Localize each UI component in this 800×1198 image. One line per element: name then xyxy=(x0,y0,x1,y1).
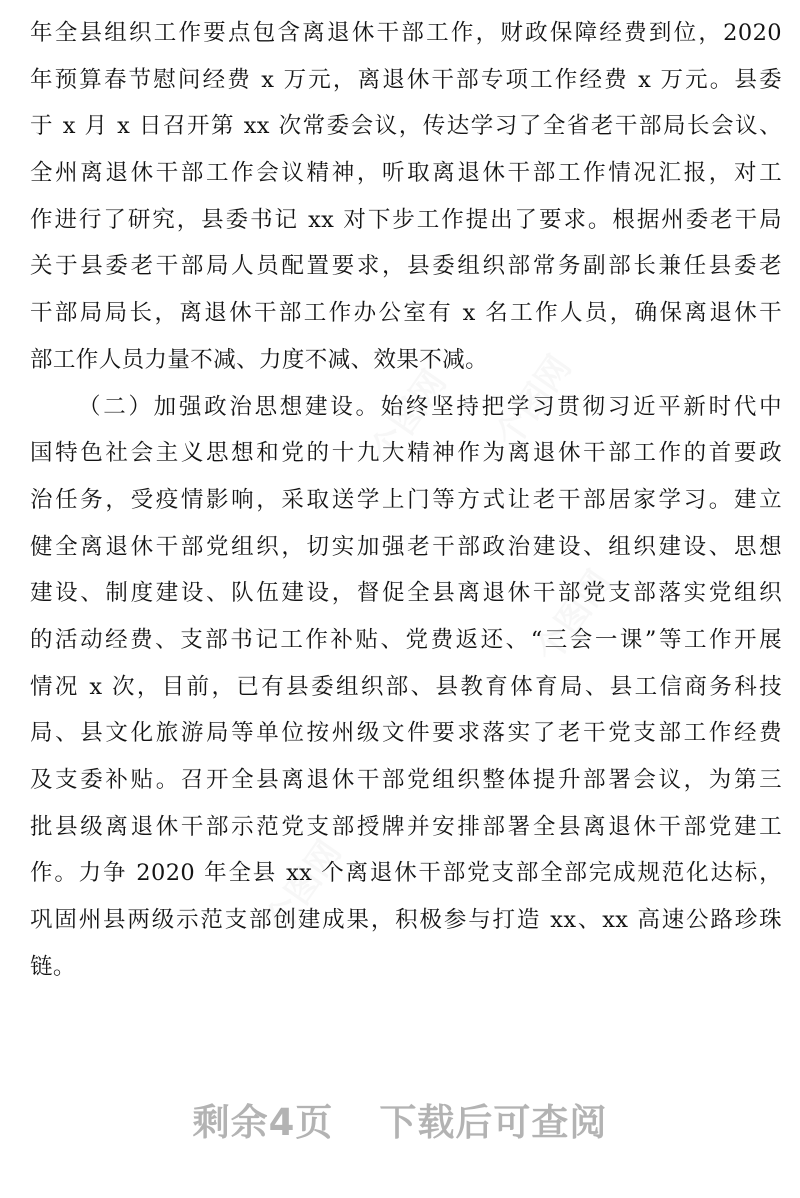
text-line: 的活动经费、支部书记工作补贴、党费返还、“三会一课”等工作开展 xyxy=(30,626,782,653)
text-line: 治任务，受疫情影响，采取送学上门等方式让老干部居家学习。建立 xyxy=(30,486,782,513)
text-line: 链。 xyxy=(30,953,76,980)
text-line: 年预算春节慰问经费 x 万元，离退休干部专项工作经费 x 万元。县委 xyxy=(30,66,782,93)
text-line: 全州离退休干部工作会议精神，听取离退休干部工作情况汇报，对工 xyxy=(30,160,782,187)
section-heading-line: （二）加强政治思想建设。始终坚持把学习贯彻习近平新时代中 xyxy=(78,393,782,420)
remaining-pages-label: 剩余4页 xyxy=(192,1101,334,1144)
download-prompt-banner[interactable] xyxy=(0,1092,800,1146)
text-line: 健全离退休干部党组织，切实加强老干部政治建设、组织建设、思想 xyxy=(30,533,782,560)
document-body xyxy=(30,10,782,990)
text-line: 及支委补贴。召开全县离退休干部党组织整体提升部署会议，为第三 xyxy=(30,767,782,793)
text-line: 干部局局长，离退休干部工作办公室有 x 名工作人员，确保离退休干 xyxy=(30,300,782,327)
text-line: 建设、制度建设、队伍建设，督促全县离退休干部党支部落实党组织 xyxy=(30,580,782,607)
text-line: 国特色社会主义思想和党的十九大精神作为离退休干部工作的首要政 xyxy=(30,440,782,467)
text-line: 局、县文化旅游局等单位按州级文件要求落实了老干党支部工作经费 xyxy=(30,720,782,747)
text-line: 批县级离退休干部示范党支部授牌并安排部署全县离退休干部党建工 xyxy=(30,813,782,840)
text-line: 情况 x 次，目前，已有县委组织部、县教育体育局、县工信商务科技 xyxy=(30,673,782,700)
text-line: 于 x 月 x 日召开第 xx 次常委会议，传达学习了全省老干部局长会议、 xyxy=(30,113,782,140)
text-line: 部工作人员力量不减、力度不减、效果不减。 xyxy=(30,346,489,373)
text-line: 巩固州县两级示范支部创建成果，积极参与打造 xx、xx 高速公路珍珠 xyxy=(30,907,782,934)
text-line: 关于县委老干部局人员配置要求，县委组织部常务副部长兼任县委老 xyxy=(30,253,782,280)
text-line: 年全县组织工作要点包含离退休干部工作，财政保障经费到位，2020 xyxy=(30,20,782,46)
text-line: 作。力争 2020 年全县 xx 个离退休干部党支部全部完成规范化达标， xyxy=(30,860,782,887)
text-line: 作进行了研究，县委书记 xx 对下步工作提出了要求。根据州委老干局 xyxy=(30,206,782,233)
download-to-view-label: 下载后可查阅 xyxy=(379,1101,608,1144)
